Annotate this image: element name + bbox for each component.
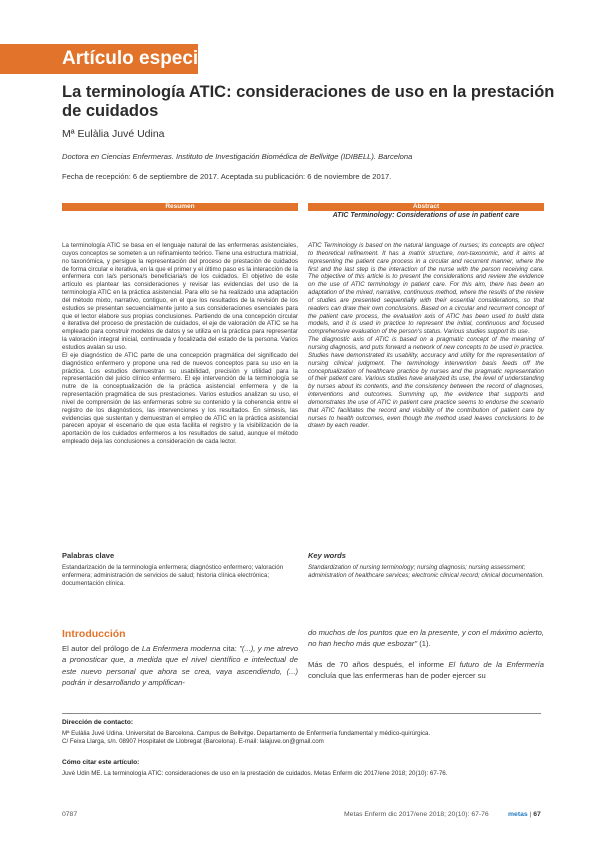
intro-quote: "(...), y me atrevo a pronosticar que, a medida que el nivel científico e intelectual de este nuevo personal que ahora se crea, vaya ascendiendo, (...) podrán ir desarrollando y amplifican-	[62, 644, 298, 688]
cite-text: Juvé Udin ME. La terminología ATIC: consideraciones de uso en la prestación de cuidados. Metas Enferm dic 2017/ene 2018; 20(10): 67-76.	[62, 770, 448, 777]
contact-text	[62, 730, 542, 746]
resumen-keywords: Estandarización de la terminología enfermera; diagnóstico enfermero; valoración enfermera; administración de servicios de salud; historia clínica electrónica; documentación clínica.	[62, 564, 284, 587]
intro-text: El autor del prólogo de	[62, 644, 142, 653]
contact-heading: Dirección de contacto:	[62, 719, 134, 726]
footer-separator: |	[529, 811, 532, 818]
resumen-keywords-heading: Palabras clave	[62, 551, 115, 560]
abstract-keywords-heading: Key words	[308, 551, 346, 560]
abstract-title: ATIC Terminology: Considerations of use in patient care	[332, 212, 520, 219]
divider	[62, 713, 541, 714]
contact-line: Mª Eulàlia Juvé Udina. Universitat de Barcelona. Campus de Bellvitge. Departamento de Enfermería fundamental y médico-quirúrgica.	[62, 730, 431, 737]
intro-right-column	[308, 627, 544, 682]
contact-line: C/ Feixa Llarga, s/n. 08907 Hospitalet de Llobregat (Barcelona). E-mail: lalajuve.on@gmail.com	[62, 738, 324, 745]
cite-heading: Cómo citar este artículo:	[62, 759, 140, 766]
intro-quote: do muchos de los puntos que en la presente, y con el máximo acierto, no han hecho más que esbozar"	[308, 628, 544, 649]
abstract-body	[308, 242, 544, 430]
intro-text: Más de 70 años después, el informe	[308, 659, 449, 669]
footer-brand-block	[508, 811, 541, 818]
abstract-keywords: Standardization of nursing terminology; nursing diagnosis; nursing assessment; administration of healthcare services; electronic clinical record; clinical documentation.	[308, 564, 544, 579]
resumen-heading: Resumen	[62, 203, 298, 211]
intro-left-column	[62, 643, 298, 689]
article-dates: Fecha de recepción: 6 de septiembre de 2017. Aceptada su publicación: 6 de noviembre de 2017.	[62, 172, 392, 181]
footer-code: 0787	[62, 811, 78, 818]
abstract-paragraph: The diagnostic axis of ATIC is based on a pragmatic concept of the meaning of nursing diagnosis, and puts forward a network of new concepts to be used in practice. Studies have demonstrated its usability, accuracy and utility for the representation of nursing clinical judgment. The terminology intervention basis feeds off the conceptualization of healthcare practice by nurses and the pragmatic representation of their patient care. Various studies have analyzed its use, the level of understanding by nurses about its contents, and the consistency between the record of diagnoses, interventions and outcomes. Summing up, the evidence that supports and demonstrates the use of ATIC in patient care practice seems to endorse the scenario that ATIC facilitates the record and visibility of the contribution of patient care by nurses to health outcomes, even though the method used leaves conclusions to be drawn by each reader.	[308, 336, 544, 430]
intro-heading: Introducción	[62, 628, 126, 640]
author-affiliation: Doctora en Ciencias Enfermeras. Instituto de Investigación Biomédica de Bellvitge (IDIBELL). Barcelona	[62, 152, 413, 161]
section-banner: Artículo especial	[0, 44, 198, 74]
intro-text: cita:	[220, 644, 240, 653]
abstract-heading: Abstract	[308, 203, 544, 211]
resumen-paragraph: La terminología ATIC se basa en el lenguaje natural de las enfermeras asistenciales, cuyos conceptos se someten a un refinamiento teórico. Tiene una estructura matricial, no taxonómica, y persigue la representación del proceso de prestación de cuidados de forma circular e iterativa, en la que el primer y el último paso es la interacción de la enfermera con la/s persona/s beneficiaria/s de los cuidados. El objetivo de este artículo es plantear las consideraciones y revisar las evidencias del uso de la terminología ATIC en la práctica asistencial. Para ello se ha realizado una adaptación del método mixto, narrativo, contiguo, en el que los resultados de la revisión de los estudios se presentan secuencialmente junto a sus consideraciones esenciales para que el lector elabore sus propias conclusiones. Partiendo de una concepción circular e iterativa del proceso de prestación de cuidados, el eje de valoración de ATIC se ha empleado para construir modelos de datos y se utiliza en la práctica para representar la valoración integral inicial, continuada y focalizada del estado de la persona. Varios estudios avalan su uso.	[62, 242, 298, 351]
article-title: La terminología ATIC: consideraciones de uso en la prestación de cuidados	[62, 83, 555, 120]
intro-italic: La Enfermera moderna	[141, 644, 221, 653]
abstract-paragraph: ATIC Terminology is based on the natural language of nurses; its concepts are object to theoretical refinement. It has a matrix structure, non-taxonomic, and it aims at representing the patient care process in a circular and recurrent manner, where the first and the last step is the interaction of the nurse with the person receiving care. The objective of this article is to present the considerations and review the evidence on the use of ATIC terminology in patient care. For this aim, there has been an adaptation of the mixed, narrative, continuous method, where the results of the review of studies are presented sequentially with their essential considerations, so that readers can draw their own conclusions. Based on a circular and recurrent concept of the patient care process, the evaluation axis of ATIC has been used to build data models, and it is used in practice to represent the initial, continuous and focused comprehensive evaluation of the person's status. Various studies support its use.	[308, 242, 544, 336]
intro-text: (1).	[417, 639, 431, 649]
intro-text: concluía que las enfermeras han de poder ejercer su	[308, 671, 486, 681]
intro-italic: El futuro de la Enfermería	[448, 659, 545, 669]
article-author: Mª Eulàlia Juvé Udina	[62, 128, 165, 140]
footer-journal: Metas Enferm dic 2017/ene 2018; 20(10): 67-76	[344, 811, 489, 818]
journal-logo: metas	[508, 811, 528, 818]
page-number: 67	[533, 811, 541, 818]
resumen-body	[62, 242, 298, 446]
resumen-paragraph: El eje diagnóstico de ATIC parte de una concepción pragmática del significado del diagnóstico enfermero y propone una red de nuevos conceptos para su uso en la práctica. Los estudios demuestran su usabilidad, precisión y utilidad para la representación del juicio clínico enfermero. El eje intervención de la terminología se nutre de la conceptualización de la práctica asistencial enfermera y de la representación pragmática de sus prestaciones. Varios estudios analizan su uso, el nivel de comprensión de las enfermeras sobre su contenido y la coherencia entre el registro de los diagnósticos, las intervenciones y los resultados. En síntesis, las evidencias que sustentan y demuestran el empleo de ATIC en la práctica asistencial parecen apoyar el escenario de que esta facilita el registro y la visibilización de la aportación de los cuidados enfermeros a los resultados de salud, aunque el método empleado deja las conclusiones a consideración de cada lector.	[62, 351, 298, 446]
